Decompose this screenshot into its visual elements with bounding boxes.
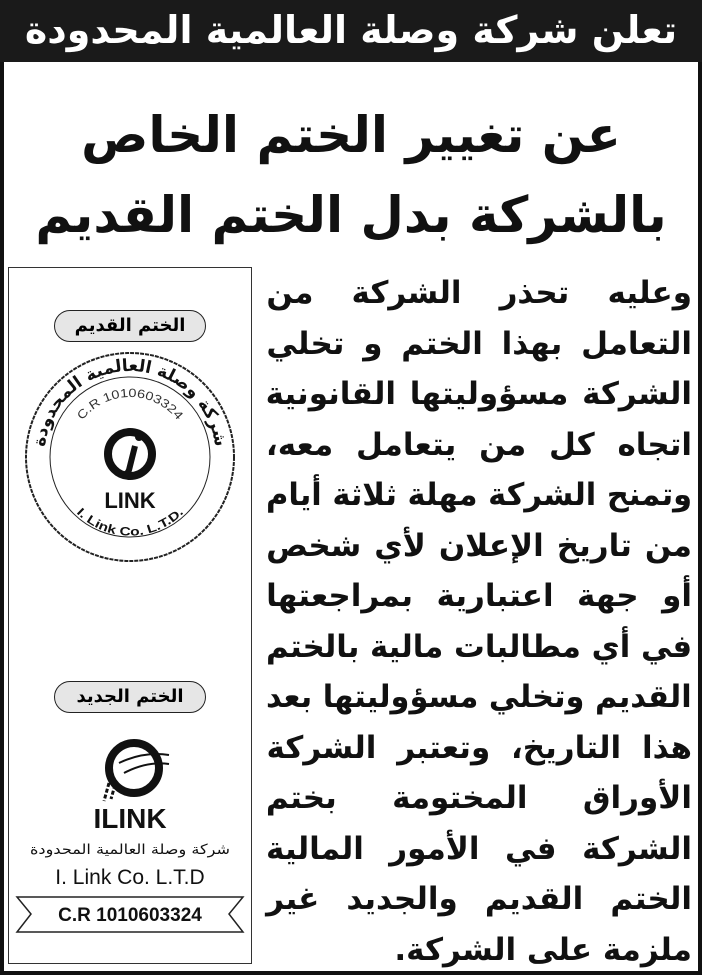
- headline-line-2-text: بالشركة بدل الختم القديم: [35, 186, 667, 244]
- stamps-panel: [8, 267, 252, 964]
- old-stamp-english-ring: I. Link Co. L.T.D.: [74, 504, 186, 539]
- old-stamp-label: الختم القديم: [54, 310, 206, 342]
- body-line-text: الشركة في الأمور المالية: [266, 830, 692, 867]
- announcement-header: [0, 0, 702, 62]
- headline-line-2: [10, 180, 692, 250]
- old-stamp: [23, 350, 237, 564]
- old-stamp-cr: C.R 1010603324: [74, 385, 186, 423]
- new-stamp-arabic-name: شركة وصلة العالمية المحدودة: [30, 842, 230, 858]
- body-line-text: التعامل بهذا الختم و تخلي: [266, 325, 692, 362]
- body-line: [262, 369, 692, 420]
- body-line: [262, 319, 692, 370]
- body-line-text: أو جهة اعتبارية بمراجعتها: [266, 578, 692, 614]
- body-line-text: الأوراق المختومة بختم: [265, 780, 692, 816]
- body-line: [262, 723, 692, 774]
- body-line-text: القديم وتخلي مسؤوليتها بعد: [266, 679, 692, 715]
- headline-line-1-text: عن تغيير الختم الخاص: [81, 106, 621, 164]
- body-line-text: اتجاه كل من يتعامل معه،: [265, 426, 692, 463]
- body-line: [262, 622, 692, 673]
- new-stamp-logo-text: ILINK: [93, 803, 167, 834]
- new-stamp-label: الختم الجديد: [54, 681, 206, 713]
- new-stamp-cr: C.R 1010603324: [58, 905, 202, 926]
- body-line: [262, 824, 692, 875]
- body-line: [262, 420, 692, 471]
- body-line: [262, 521, 692, 572]
- body-line-text: في أي مطالبات مالية بالختم: [265, 628, 692, 665]
- new-stamp: [9, 733, 251, 963]
- old-stamp-logo-text: LINK: [104, 488, 156, 513]
- body-line: [262, 470, 692, 521]
- body-line: [262, 268, 692, 319]
- body-line-text: ملزمة على الشركة.: [394, 931, 692, 968]
- new-stamp-english-name: I. Link Co. L.T.D: [55, 866, 205, 889]
- body-line: [262, 773, 692, 824]
- headline-line-1: [10, 100, 692, 170]
- g-logo-icon: [108, 432, 152, 476]
- body-line: [262, 672, 692, 723]
- body-line-text: هذا التاريخ، وتعتبر الشركة: [266, 729, 692, 766]
- announcement-header-text: تعلن شركة وصلة العالمية المحدودة: [24, 8, 678, 52]
- body-line: [262, 874, 692, 925]
- body-line-text: وتمنح الشركة مهلة ثلاثة أيام: [265, 477, 692, 513]
- body-line-text: الشركة مسؤوليتها القانونية: [265, 376, 692, 412]
- ilink-swirl-logo-icon: [104, 743, 169, 801]
- body-line: [262, 925, 692, 975]
- body-line: [262, 571, 692, 622]
- body-line-text: وعليه تحذر الشركة من: [266, 275, 692, 311]
- old-stamp-arabic-ring: شركة وصلة العالمية المحدودة: [29, 355, 231, 449]
- notice-body: [262, 268, 692, 975]
- body-line-text: من تاريخ الإعلان لأي شخص: [266, 527, 692, 564]
- body-line-text: الختم القديم والجديد غير: [266, 881, 692, 917]
